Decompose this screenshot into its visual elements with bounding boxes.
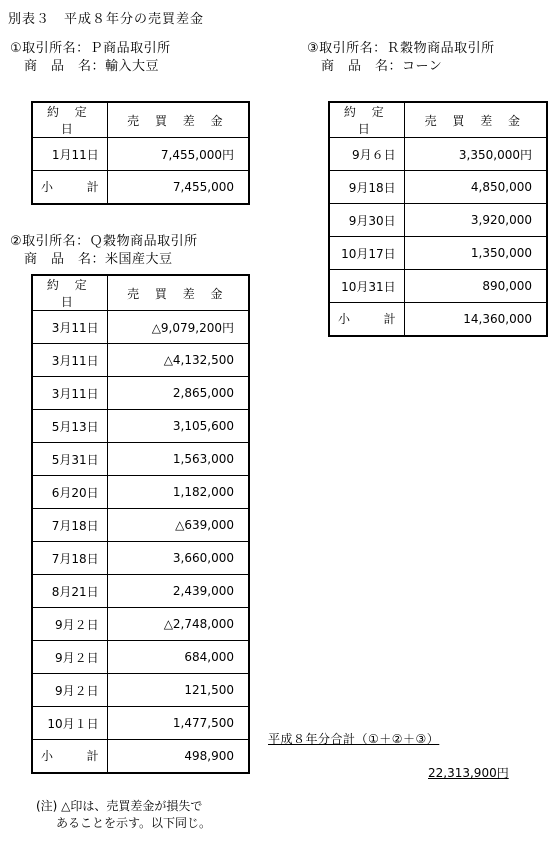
cell-amount: △639,000 <box>107 509 249 542</box>
section3-product: 商 品 名：コーン <box>321 59 443 74</box>
table-row <box>32 641 249 674</box>
column-header-amount: 売 買 差 金 <box>107 275 249 311</box>
subtotal-row <box>32 740 249 773</box>
cell-amount: 7,455,000円 <box>107 138 249 171</box>
cell-amount: △9,079,200円 <box>107 311 249 344</box>
subtotal-label <box>329 303 404 336</box>
grand-total-value: 22,313,900円 <box>428 766 509 780</box>
section1-table <box>31 101 250 205</box>
cell-date: 7月18日 <box>32 542 107 575</box>
cell-amount: 890,000 <box>404 270 547 303</box>
cell-date: 3月11日 <box>32 344 107 377</box>
subtotal-row <box>329 303 547 336</box>
subtotal-amount: 7,455,000 <box>107 171 249 204</box>
cell-date: 3月11日 <box>32 377 107 410</box>
cell-date: 9月２日 <box>32 674 107 707</box>
subtotal-label <box>32 171 107 204</box>
grand-total-label: 平成８年分合計（①＋②＋③） <box>268 732 440 746</box>
table-row <box>329 138 547 171</box>
cell-amount: 1,182,000 <box>107 476 249 509</box>
cell-amount: 3,920,000 <box>404 204 547 237</box>
table-row <box>329 171 547 204</box>
column-header-date: 約 定 日 <box>32 102 107 138</box>
section2-product: 商 品 名：米国産大豆 <box>24 252 173 267</box>
cell-date: 6月20日 <box>32 476 107 509</box>
cell-amount: 684,000 <box>107 641 249 674</box>
table-row <box>32 443 249 476</box>
section2-heading: ②取引所名：Ｑ穀物商品取引所 <box>10 234 198 249</box>
cell-amount: 2,865,000 <box>107 377 249 410</box>
table-row <box>32 138 249 171</box>
cell-date: 5月13日 <box>32 410 107 443</box>
cell-date: 1月11日 <box>32 138 107 171</box>
cell-amount: 4,850,000 <box>404 171 547 204</box>
table-row <box>329 237 547 270</box>
cell-date: 8月21日 <box>32 575 107 608</box>
footnote-line2: あることを示す。以下同じ。 <box>56 816 212 830</box>
cell-amount: 1,477,500 <box>107 707 249 740</box>
subtotal-label-left: 小 <box>338 312 351 327</box>
subtotal-row <box>32 171 249 204</box>
section3-table <box>328 101 548 337</box>
table-row <box>329 204 547 237</box>
section2-table <box>31 274 250 774</box>
cell-date: 7月18日 <box>32 509 107 542</box>
subtotal-label-left: 小 <box>41 180 54 195</box>
section1-heading: ①取引所名：Ｐ商品取引所 <box>10 41 171 56</box>
subtotal-label <box>32 740 107 773</box>
cell-amount: 3,350,000円 <box>404 138 547 171</box>
table-row <box>32 410 249 443</box>
section3-heading: ③取引所名：Ｒ穀物商品取引所 <box>307 41 495 56</box>
cell-date: 3月11日 <box>32 311 107 344</box>
table-row <box>32 707 249 740</box>
subtotal-label-right: 計 <box>383 312 396 327</box>
subtotal-label-right: 計 <box>86 749 99 764</box>
cell-amount: 121,500 <box>107 674 249 707</box>
cell-date: 9月30日 <box>329 204 404 237</box>
table-header-row <box>32 275 249 311</box>
cell-amount: 3,105,600 <box>107 410 249 443</box>
cell-date: 9月18日 <box>329 171 404 204</box>
cell-date: 10月31日 <box>329 270 404 303</box>
table-row <box>32 509 249 542</box>
subtotal-amount: 498,900 <box>107 740 249 773</box>
subtotal-label-right: 計 <box>86 180 99 195</box>
column-header-amount: 売 買 差 金 <box>404 102 547 138</box>
table-row <box>32 344 249 377</box>
table-row <box>32 377 249 410</box>
subtotal-label-left: 小 <box>41 749 54 764</box>
column-header-date: 約 定 日 <box>32 275 107 311</box>
cell-amount: 2,439,000 <box>107 575 249 608</box>
cell-date: 9月２日 <box>32 608 107 641</box>
cell-amount: △4,132,500 <box>107 344 249 377</box>
table-header-row <box>32 102 249 138</box>
table-row <box>32 476 249 509</box>
cell-amount: 1,563,000 <box>107 443 249 476</box>
footnote-line1: (注) △印は、売買差金が損失で <box>36 799 203 813</box>
cell-date: 10月１日 <box>32 707 107 740</box>
cell-amount: △2,748,000 <box>107 608 249 641</box>
column-header-amount: 売 買 差 金 <box>107 102 249 138</box>
cell-date: 10月17日 <box>329 237 404 270</box>
page-title: 別表３ 平成８年分の売買差金 <box>8 12 205 27</box>
cell-date: 5月31日 <box>32 443 107 476</box>
table-row <box>32 674 249 707</box>
subtotal-amount: 14,360,000 <box>404 303 547 336</box>
cell-date: 9月２日 <box>32 641 107 674</box>
table-row <box>329 270 547 303</box>
cell-amount: 1,350,000 <box>404 237 547 270</box>
table-row <box>32 575 249 608</box>
table-row <box>32 608 249 641</box>
table-row <box>32 542 249 575</box>
table-row <box>32 311 249 344</box>
column-header-date: 約 定 日 <box>329 102 404 138</box>
cell-amount: 3,660,000 <box>107 542 249 575</box>
table-header-row <box>329 102 547 138</box>
section1-product: 商 品 名：輸入大豆 <box>24 59 160 74</box>
cell-date: 9月６日 <box>329 138 404 171</box>
